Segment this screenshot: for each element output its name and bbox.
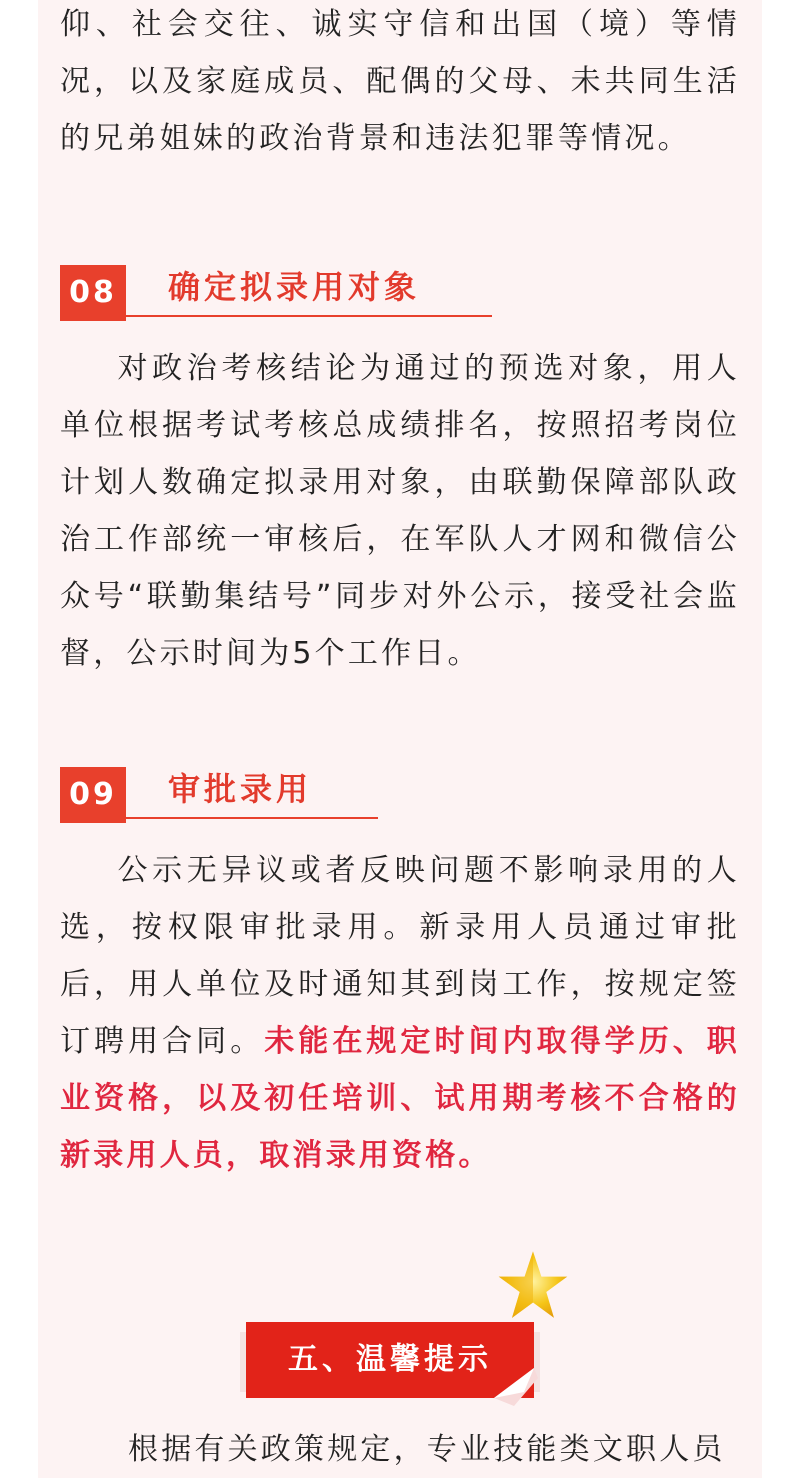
section-5-body: 根据有关政策规定，专业技能类文职人员 (128, 1432, 726, 1467)
section-08-title: 确定拟录用对象 (168, 268, 421, 306)
section-09-underline (126, 817, 378, 819)
section-08-number: 08 (60, 265, 126, 321)
section-09-header (60, 767, 378, 827)
section-09-number: 09 (60, 767, 126, 823)
section-09-body-normal: 公示无异议或者反映问题不影响录用的人选，按权限审批录用。新录用人员通过审批后，用人单位及时通知其到岗工作，按规定签订聘用合同。 (60, 853, 740, 1059)
section-08-underline (126, 315, 492, 317)
banner-ribbon (246, 1322, 534, 1398)
section-5-banner (240, 1250, 570, 1420)
banner-fold-corner (494, 1368, 538, 1406)
section-09-body (60, 842, 740, 1184)
banner-title: 五、温馨提示 (288, 1342, 492, 1377)
section-09-body-highlight: 未能在规定时间内取得学历、职业资格，以及初任培训、试用期考核不合格的新录用人员，取消录用资格。 (60, 1024, 740, 1173)
intro-paragraph: 仰、社会交往、诚实守信和出国（境）等情况，以及家庭成员、配偶的父母、未共同生活的兄弟姐妹的政治背景和违法犯罪等情况。 (60, 7, 740, 156)
section-09-title: 审批录用 (168, 770, 313, 808)
section-08-header (60, 265, 492, 325)
section-08-body: 对政治考核结论为通过的预选对象，用人单位根据考试考核总成绩排名，按照招考岗位计划人数确定拟录用对象，由联勤保障部队政治工作部统一审核后，在军队人才网和微信公众号“联勤集结号”同步对外公示，接受社会监督，公示时间为5个工作日。 (60, 351, 740, 671)
star-icon (498, 1250, 568, 1320)
